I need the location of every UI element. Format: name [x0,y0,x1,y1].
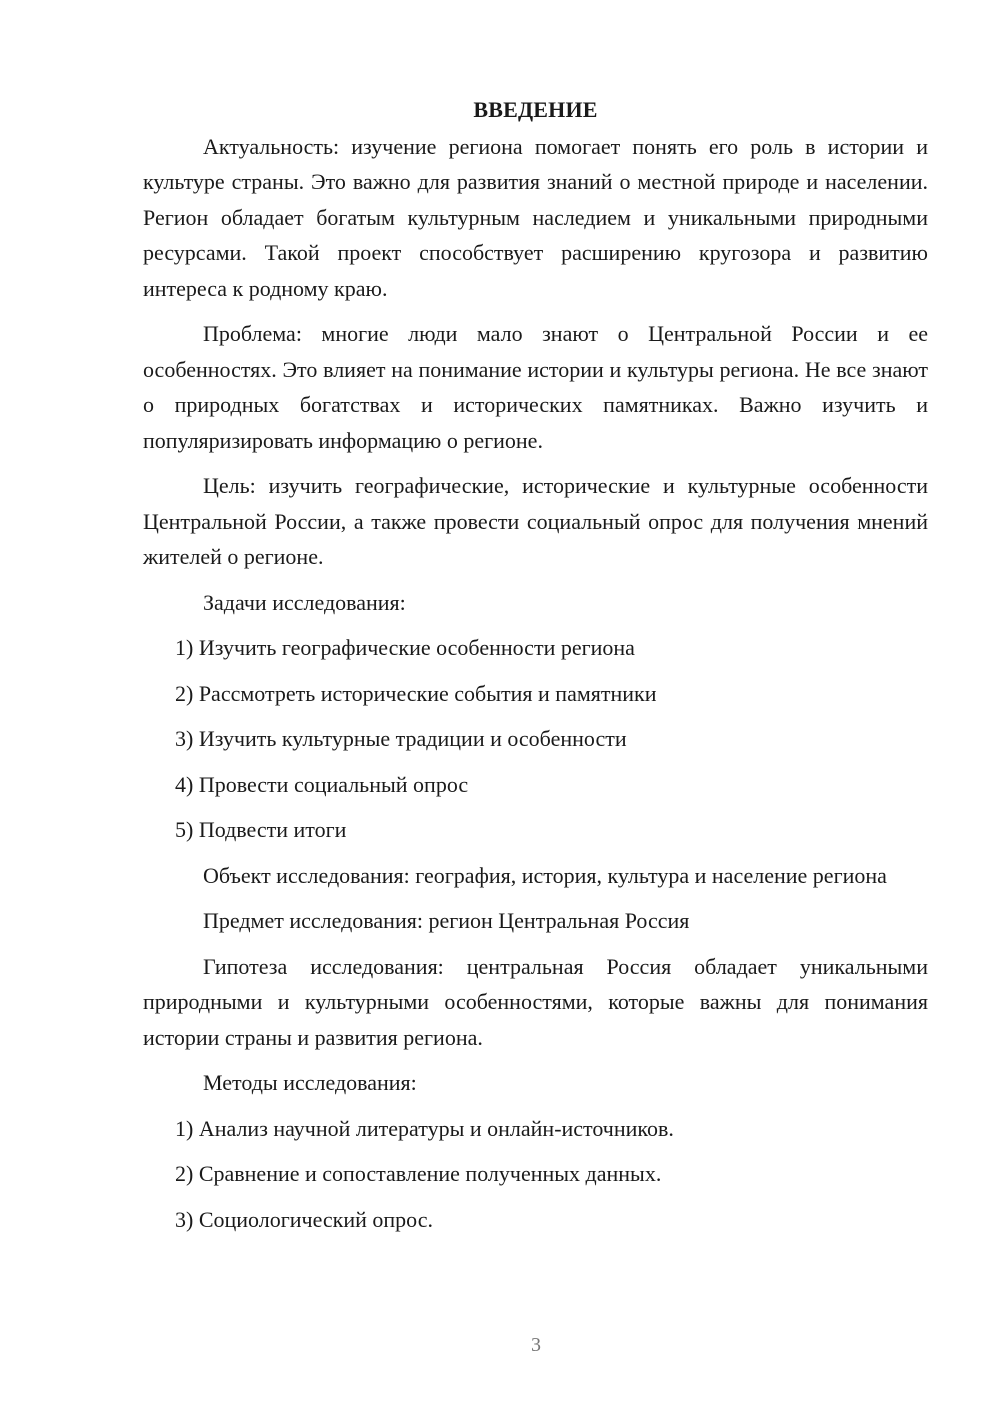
list-item: 4) Провести социальный опрос [175,771,469,797]
problem-paragraph: Проблема: многие люди мало знают о Центральной России и ее особенностях. Это влияет на понимание истории и культуры региона. Не все знают о природных богатствах и исторических памятниках. Важно изучить и популяризировать информацию о регионе. [143,321,928,453]
methods-title: Методы исследования: [203,1070,417,1095]
goal-paragraph: Цель: изучить географические, исторические и культурные особенности Центральной России, а также провести социальный опрос для получения мнений жителей о регионе. [143,473,928,569]
page-title: ВВЕДЕНИЕ [473,97,598,122]
hypothesis-paragraph: Гипотеза исследования: центральная Россия обладает уникальными природными и культурными особенностями, которые важны для понимания истории страны и развития региона. [143,953,928,1050]
list-item: 1) Изучить географические особенности региона [175,635,635,660]
list-item: 1) Анализ научной литературы и онлайн-источников. [175,1115,674,1141]
list-item: 2) Сравнение и сопоставление полученных данных. [175,1161,662,1186]
list-item: 3) Социологический опрос. [175,1206,433,1232]
page-number: 3 [531,1334,541,1356]
list-item: 3) Изучить культурные традиции и особенности [175,726,627,751]
subject-paragraph: Предмет исследования: регион Центральная Россия [203,908,690,933]
document-body [143,92,928,1247]
tasks-title: Задачи исследования: [203,589,406,615]
list-item: 2) Рассмотреть исторические события и памятники [175,680,657,706]
list-item: 5) Подвести итоги [175,817,347,842]
object-paragraph: Объект исследования: география, история, культура и население региона [203,862,887,888]
relevance-paragraph: Актуальность: изучение региона помогает понять его роль в истории и культуре страны. Это важно для развития знаний о местной природе и населении. Регион обладает богатым культурным наследием и уникальными природными ресурсами. Такой проект способствует расширению кругозора и развитию интереса к родному краю. [143,133,928,301]
